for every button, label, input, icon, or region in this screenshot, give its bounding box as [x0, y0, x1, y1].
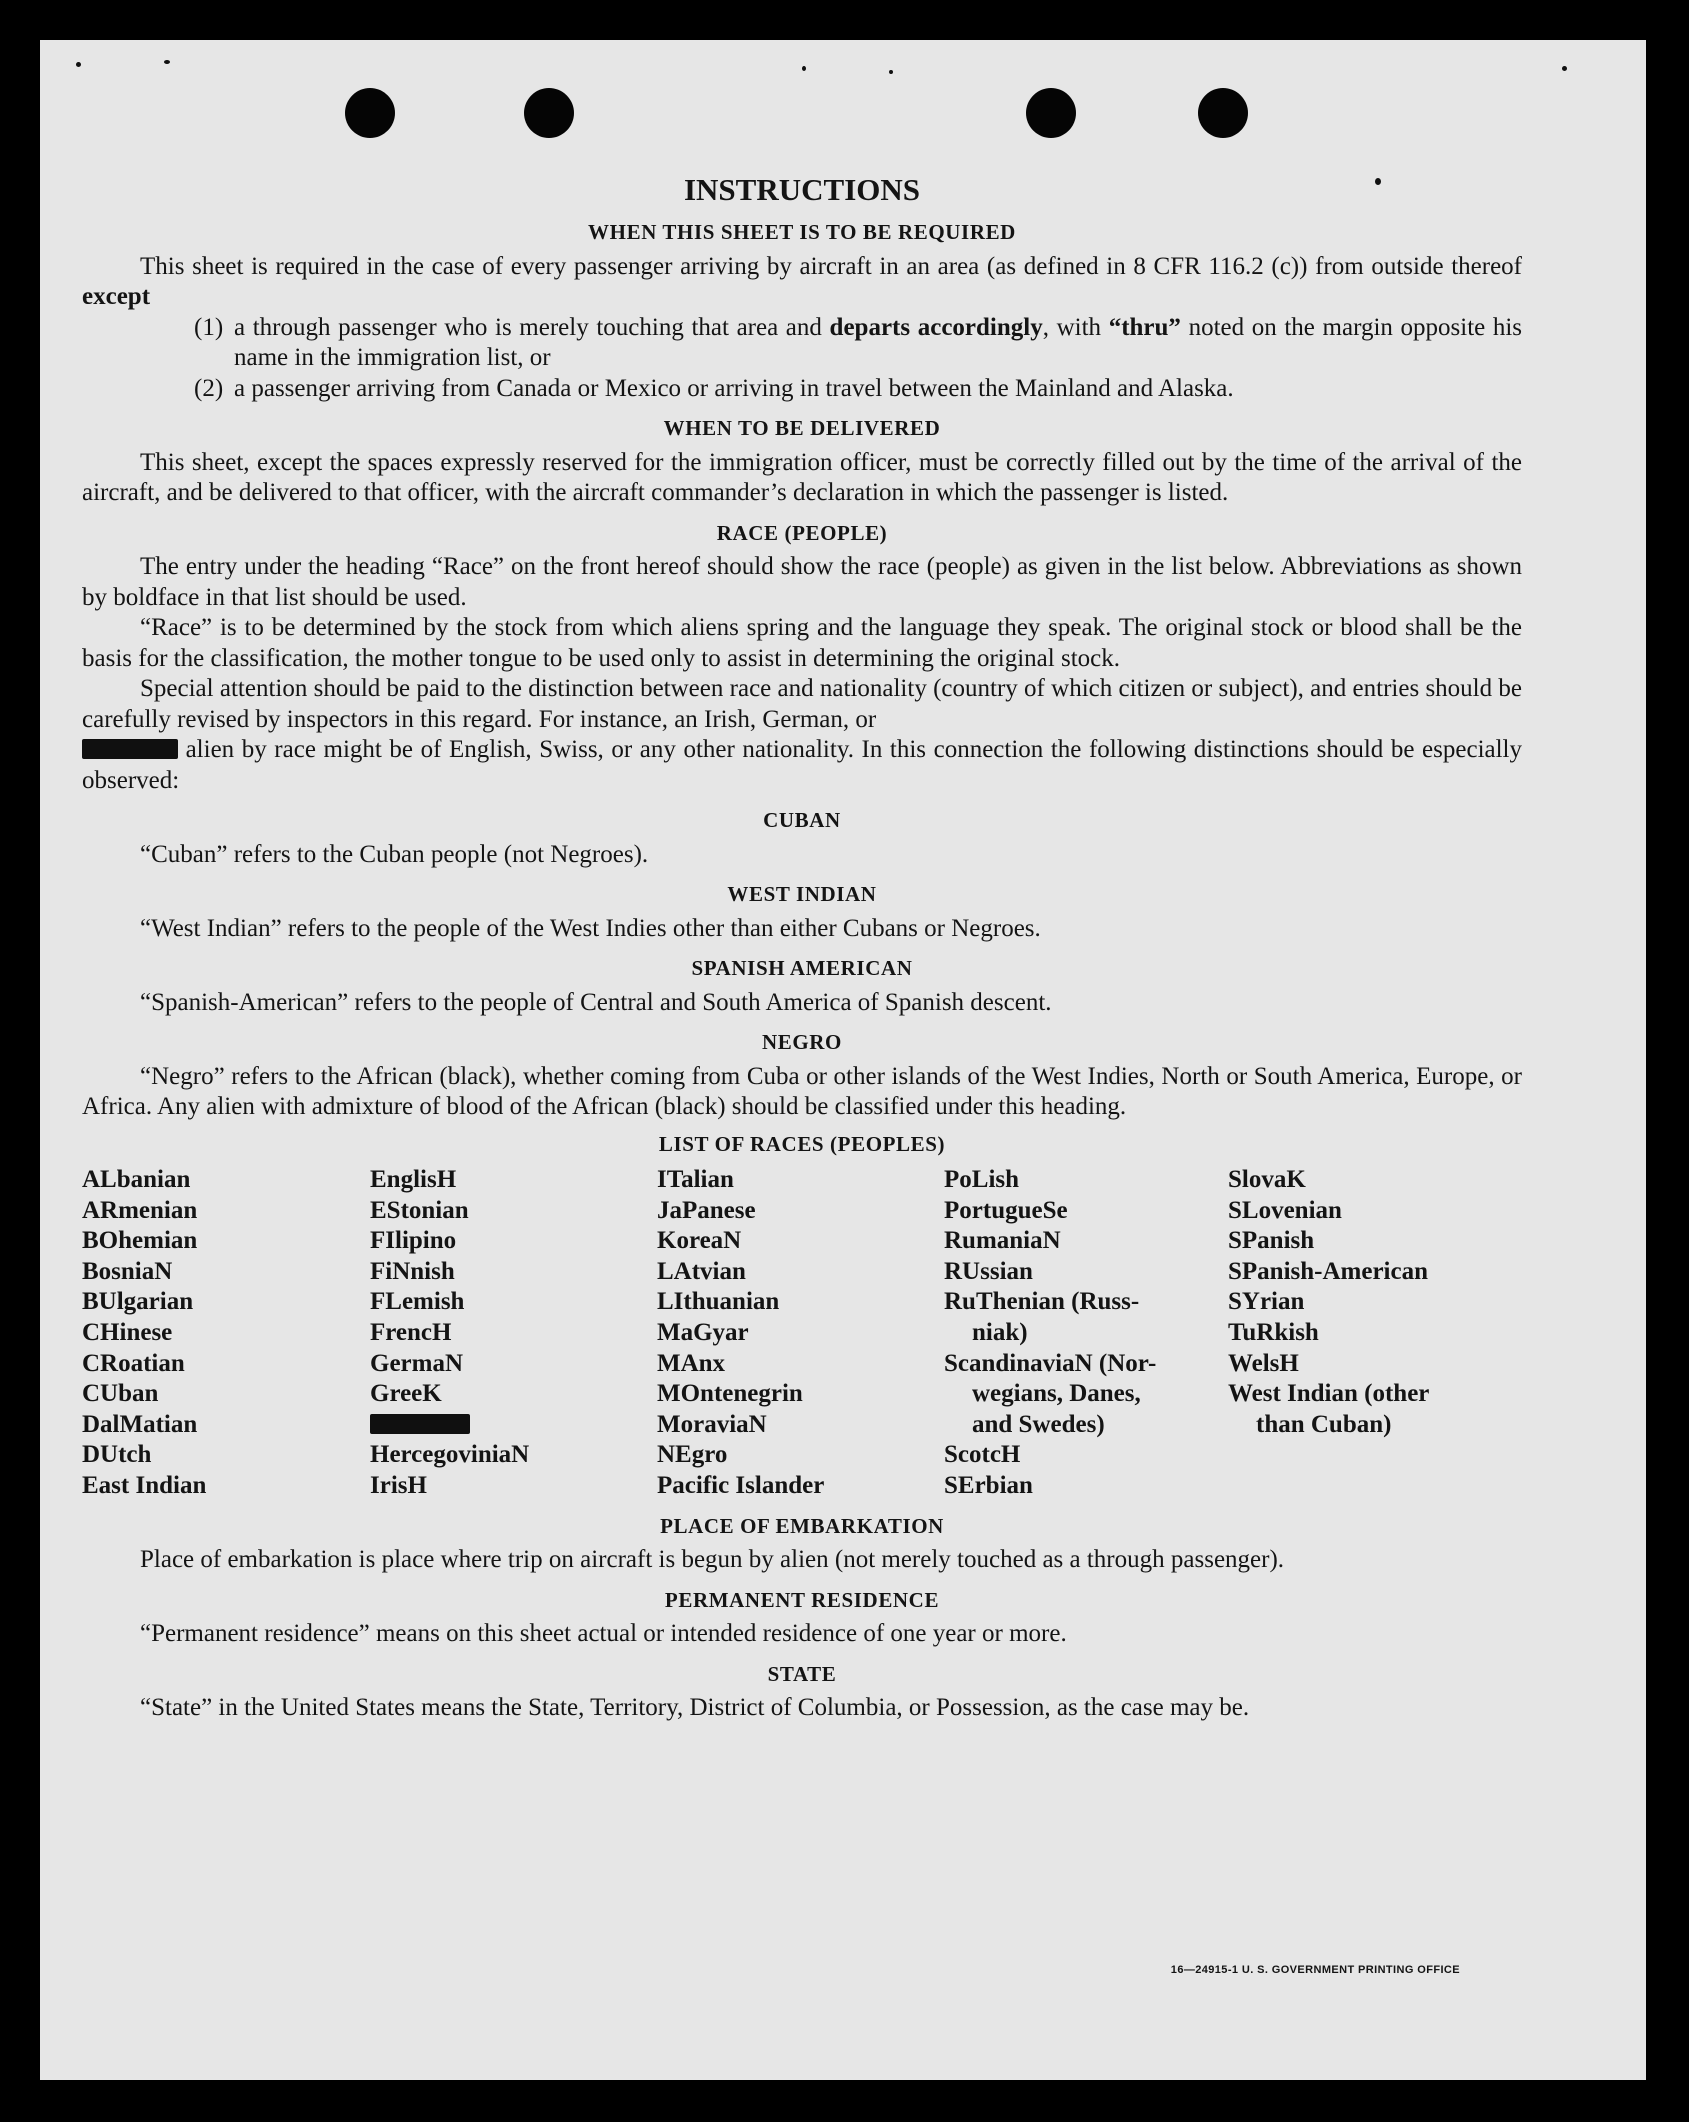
section-heading: SPANISH AMERICAN: [691, 956, 913, 980]
race-item: CUban: [82, 1380, 159, 1408]
paragraph: “Spanish-American” refers to the people of Central and South America of Spanish descent.: [140, 988, 1052, 1016]
race-column: [82, 1165, 370, 1502]
speck: [76, 62, 81, 67]
race-item: and Swedes): [972, 1410, 1105, 1438]
race-item: SYrian: [1228, 1288, 1305, 1316]
paragraph: “State” in the United States means the State, Territory, District of Columbia, or Possession, as the case may be.: [140, 1694, 1250, 1722]
punch-hole: [345, 88, 395, 138]
speck: [1562, 66, 1567, 71]
race-item-redacted: [370, 1410, 657, 1441]
race-item: GermaN: [370, 1349, 464, 1377]
section-heading: WHEN TO BE DELIVERED: [663, 416, 941, 440]
item1-d: “thru”: [1108, 313, 1181, 341]
paragraph: The entry under the heading “Race” on the front hereof should show the race (people) as given in the list below. Abbreviations as shown by boldface in that list should be used.: [82, 553, 1522, 611]
race-item: GreeK: [370, 1380, 442, 1408]
race-item: KoreaN: [657, 1227, 742, 1255]
section-heading: WHEN THIS SHEET IS TO BE REQUIRED: [588, 220, 1016, 244]
race-item: than Cuban): [1256, 1410, 1392, 1438]
race-item: DUtch: [82, 1441, 152, 1469]
speck: [164, 60, 170, 64]
race-list: [82, 1165, 1522, 1502]
list-item: [82, 313, 1522, 374]
list-item: [82, 374, 1522, 405]
item1-b: departs accordingly: [829, 313, 1043, 341]
document-page: [40, 40, 1646, 2080]
item1-e: noted on the margin opposite his name in the immigration list, or: [234, 313, 1523, 371]
race-item: FrencH: [370, 1318, 452, 1346]
paragraph: “Race” is to be determined by the stock from which aliens spring and the language they speak. The original stock or blood shall be the basis for the classification, the mother tongue to be used only to assist in determining the original stock.: [82, 614, 1522, 672]
race-item: DalMatian: [82, 1410, 198, 1438]
section-heading: WEST INDIAN: [727, 882, 877, 906]
race-item: NEgro: [657, 1441, 728, 1469]
paragraph: “West Indian” refers to the people of the West Indies other than either Cubans or Negroes.: [140, 914, 1041, 942]
paragraph: This sheet, except the spaces expressly reserved for the immigration officer, must be correctly filled out by the time of the arrival of the aircraft, and be delivered to that officer, with the aircraft commander’s declaration in which the passenger is listed.: [82, 448, 1522, 506]
section-heading: PLACE OF EMBARKATION: [660, 1513, 944, 1538]
race-item: FiNnish: [370, 1257, 455, 1285]
race-item: East Indian: [82, 1471, 207, 1499]
paragraph: “Permanent residence” means on this sheet actual or intended residence of one year or more.: [140, 1620, 1067, 1648]
race-column: [657, 1165, 944, 1502]
race-item: BosniaN: [82, 1257, 173, 1285]
paragraph: “Cuban” refers to the Cuban people (not Negroes).: [140, 840, 649, 868]
intro-text: This sheet is required in the case of every passenger arriving by aircraft in an area (as defined in 8 CFR 116.2 (c)) from outside thereof: [140, 252, 1522, 280]
race-item: MoraviaN: [657, 1410, 767, 1438]
section-heading: PERMANENT RESIDENCE: [664, 1587, 940, 1612]
section-heading: CUBAN: [763, 808, 841, 832]
paragraph: [82, 674, 1522, 796]
race-column: [944, 1165, 1228, 1502]
race-item: IrisH: [370, 1471, 427, 1499]
instructions-content: [82, 172, 1522, 1724]
race-item: Pacific Islander: [657, 1471, 825, 1499]
paragraph: [82, 252, 1522, 313]
race-item: PortugueSe: [944, 1196, 1068, 1224]
race-column: [370, 1165, 657, 1502]
race-item: CHinese: [82, 1318, 173, 1346]
speck: [802, 66, 806, 71]
race-item: FIlipino: [370, 1227, 457, 1255]
race-item: ScandinaviaN (Nor-: [944, 1349, 1157, 1377]
race-item: SErbian: [944, 1471, 1033, 1499]
race-item: SlovaK: [1228, 1166, 1306, 1193]
race-item: FLemish: [370, 1288, 465, 1316]
race-item: niak): [972, 1318, 1028, 1346]
race-item: WelsH: [1228, 1349, 1299, 1377]
punch-hole: [524, 88, 574, 138]
item-number: (1): [194, 313, 224, 341]
race-item: ScotcH: [944, 1441, 1021, 1469]
item-number: (2): [194, 374, 224, 402]
item1-c: , with: [1042, 313, 1102, 341]
intro-bold: except: [82, 283, 151, 310]
section-heading: NEGRO: [761, 1030, 842, 1054]
paragraph-part: Special attention should be paid to the distinction between race and nationality (country of which citizen or subject), and entries should be carefully revised by inspectors in this regard. For instance, an Irish, German, or: [82, 675, 1522, 733]
race-item: CRoatian: [82, 1349, 185, 1377]
race-item: MaGyar: [657, 1318, 749, 1346]
race-item: EnglisH: [370, 1166, 457, 1193]
punch-hole: [1198, 88, 1248, 138]
race-item: BOhemian: [82, 1227, 198, 1255]
race-column: [1228, 1165, 1488, 1502]
race-item: RumaniaN: [944, 1227, 1061, 1255]
race-item: HercegoviniaN: [370, 1441, 530, 1469]
race-item: BUlgarian: [82, 1288, 194, 1316]
item-text: [234, 313, 1522, 374]
speck: [889, 70, 893, 74]
race-item: ALbanian: [82, 1166, 191, 1193]
race-item: RuThenian (Russ-: [944, 1288, 1140, 1316]
race-item: wegians, Danes,: [972, 1380, 1141, 1408]
race-item: JaPanese: [657, 1196, 756, 1224]
section-heading: RACE (PEOPLE): [716, 520, 888, 545]
race-item: ARmenian: [82, 1196, 198, 1224]
redaction-mark: [370, 1414, 470, 1434]
punch-hole: [1026, 88, 1076, 138]
race-item: West Indian (other: [1228, 1380, 1430, 1408]
race-item: TuRkish: [1228, 1318, 1319, 1346]
item-text: a passenger arriving from Canada or Mexico or arriving in travel between the Mainland and Alaska.: [234, 374, 1234, 402]
race-item: MAnx: [657, 1349, 726, 1377]
race-item: EStonian: [370, 1196, 469, 1224]
redaction-mark: [82, 739, 178, 759]
paragraph-part: alien by race might be of English, Swiss, or any other nationality. In this connection the following distinctions should be especially observed:: [82, 736, 1523, 794]
paragraph: “Negro” refers to the African (black), whether coming from Cuba or other islands of the West Indies, North or South America, Europe, or Africa. Any alien with admixture of blood of the African (black) should be classified under this heading.: [82, 1062, 1522, 1120]
race-item: PoLish: [944, 1166, 1020, 1193]
race-item: RUssian: [944, 1257, 1033, 1285]
race-item: SPanish-American: [1228, 1257, 1428, 1285]
race-item: MOntenegrin: [657, 1380, 803, 1408]
race-item: LIthuanian: [657, 1288, 780, 1316]
item1-a: a through passenger who is merely touching that area and: [234, 313, 822, 341]
page-title: INSTRUCTIONS: [683, 172, 920, 207]
section-heading: STATE: [767, 1661, 837, 1686]
race-item: SLovenian: [1228, 1196, 1342, 1224]
race-item: ITalian: [657, 1166, 734, 1193]
paragraph: Place of embarkation is place where trip on aircraft is begun by alien (not merely touched as a through passenger).: [140, 1546, 1285, 1574]
race-item: LAtvian: [657, 1257, 746, 1285]
race-item: SPanish: [1228, 1227, 1315, 1255]
section-heading: LIST OF RACES (PEOPLES): [658, 1131, 946, 1156]
printer-imprint: 16—24915-1 U. S. GOVERNMENT PRINTING OFFICE: [1170, 1964, 1460, 1976]
